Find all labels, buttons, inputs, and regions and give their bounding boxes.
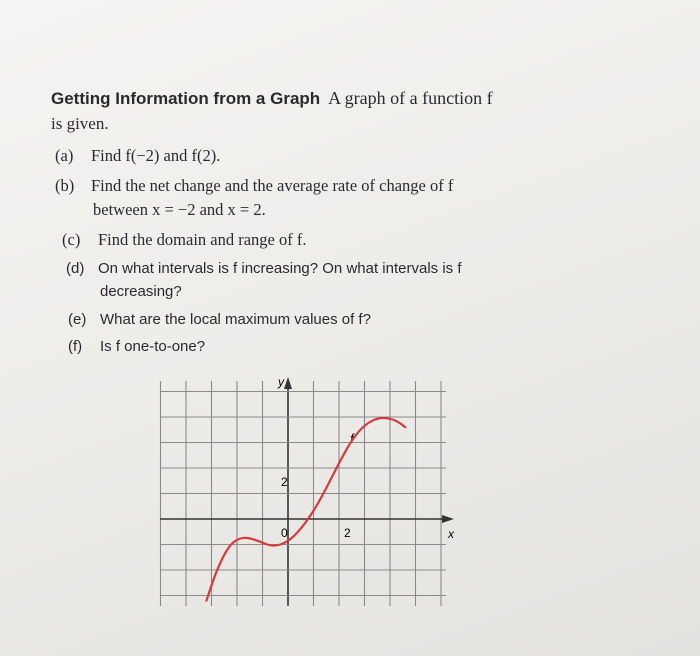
question-c-label: (c) xyxy=(62,230,81,249)
question-b-continuation: between x = −2 and x = 2. xyxy=(93,200,266,219)
problem-intro: A graph of a function f xyxy=(328,88,493,108)
origin-label: 0 xyxy=(281,526,288,540)
question-d-continuation: decreasing? xyxy=(100,283,182,300)
question-d-label: (d) xyxy=(66,260,85,277)
problem-title: Getting Information from a Graph xyxy=(51,89,321,108)
y-tick-label-2: 2 xyxy=(281,475,288,489)
question-b-text: Find the net change and the average rate of change of f xyxy=(91,176,454,195)
question-e-text: What are the local maximum values of f? xyxy=(100,311,371,328)
y-axis-label: y xyxy=(278,375,284,389)
x-axis-arrow xyxy=(442,515,454,523)
function-curve xyxy=(206,418,405,601)
question-e-label: (e) xyxy=(68,311,87,328)
x-tick-label-2: 2 xyxy=(344,526,351,540)
question-c-text: Find the domain and range of f. xyxy=(98,230,307,249)
function-label: f xyxy=(350,431,354,446)
question-f-label: (f) xyxy=(68,338,83,355)
x-axis-label: x xyxy=(448,527,454,541)
question-f-text: Is f one-to-one? xyxy=(100,338,206,355)
question-d-text: On what intervals is f increasing? On what intervals is f xyxy=(98,260,462,277)
question-a-text: Find f(−2) and f(2). xyxy=(91,146,221,165)
graph-grid xyxy=(160,381,446,606)
problem-intro-continuation: is given. xyxy=(51,114,109,133)
y-axis-arrow xyxy=(284,377,292,389)
question-a-label: (a) xyxy=(55,146,74,165)
question-b-label: (b) xyxy=(55,176,75,195)
